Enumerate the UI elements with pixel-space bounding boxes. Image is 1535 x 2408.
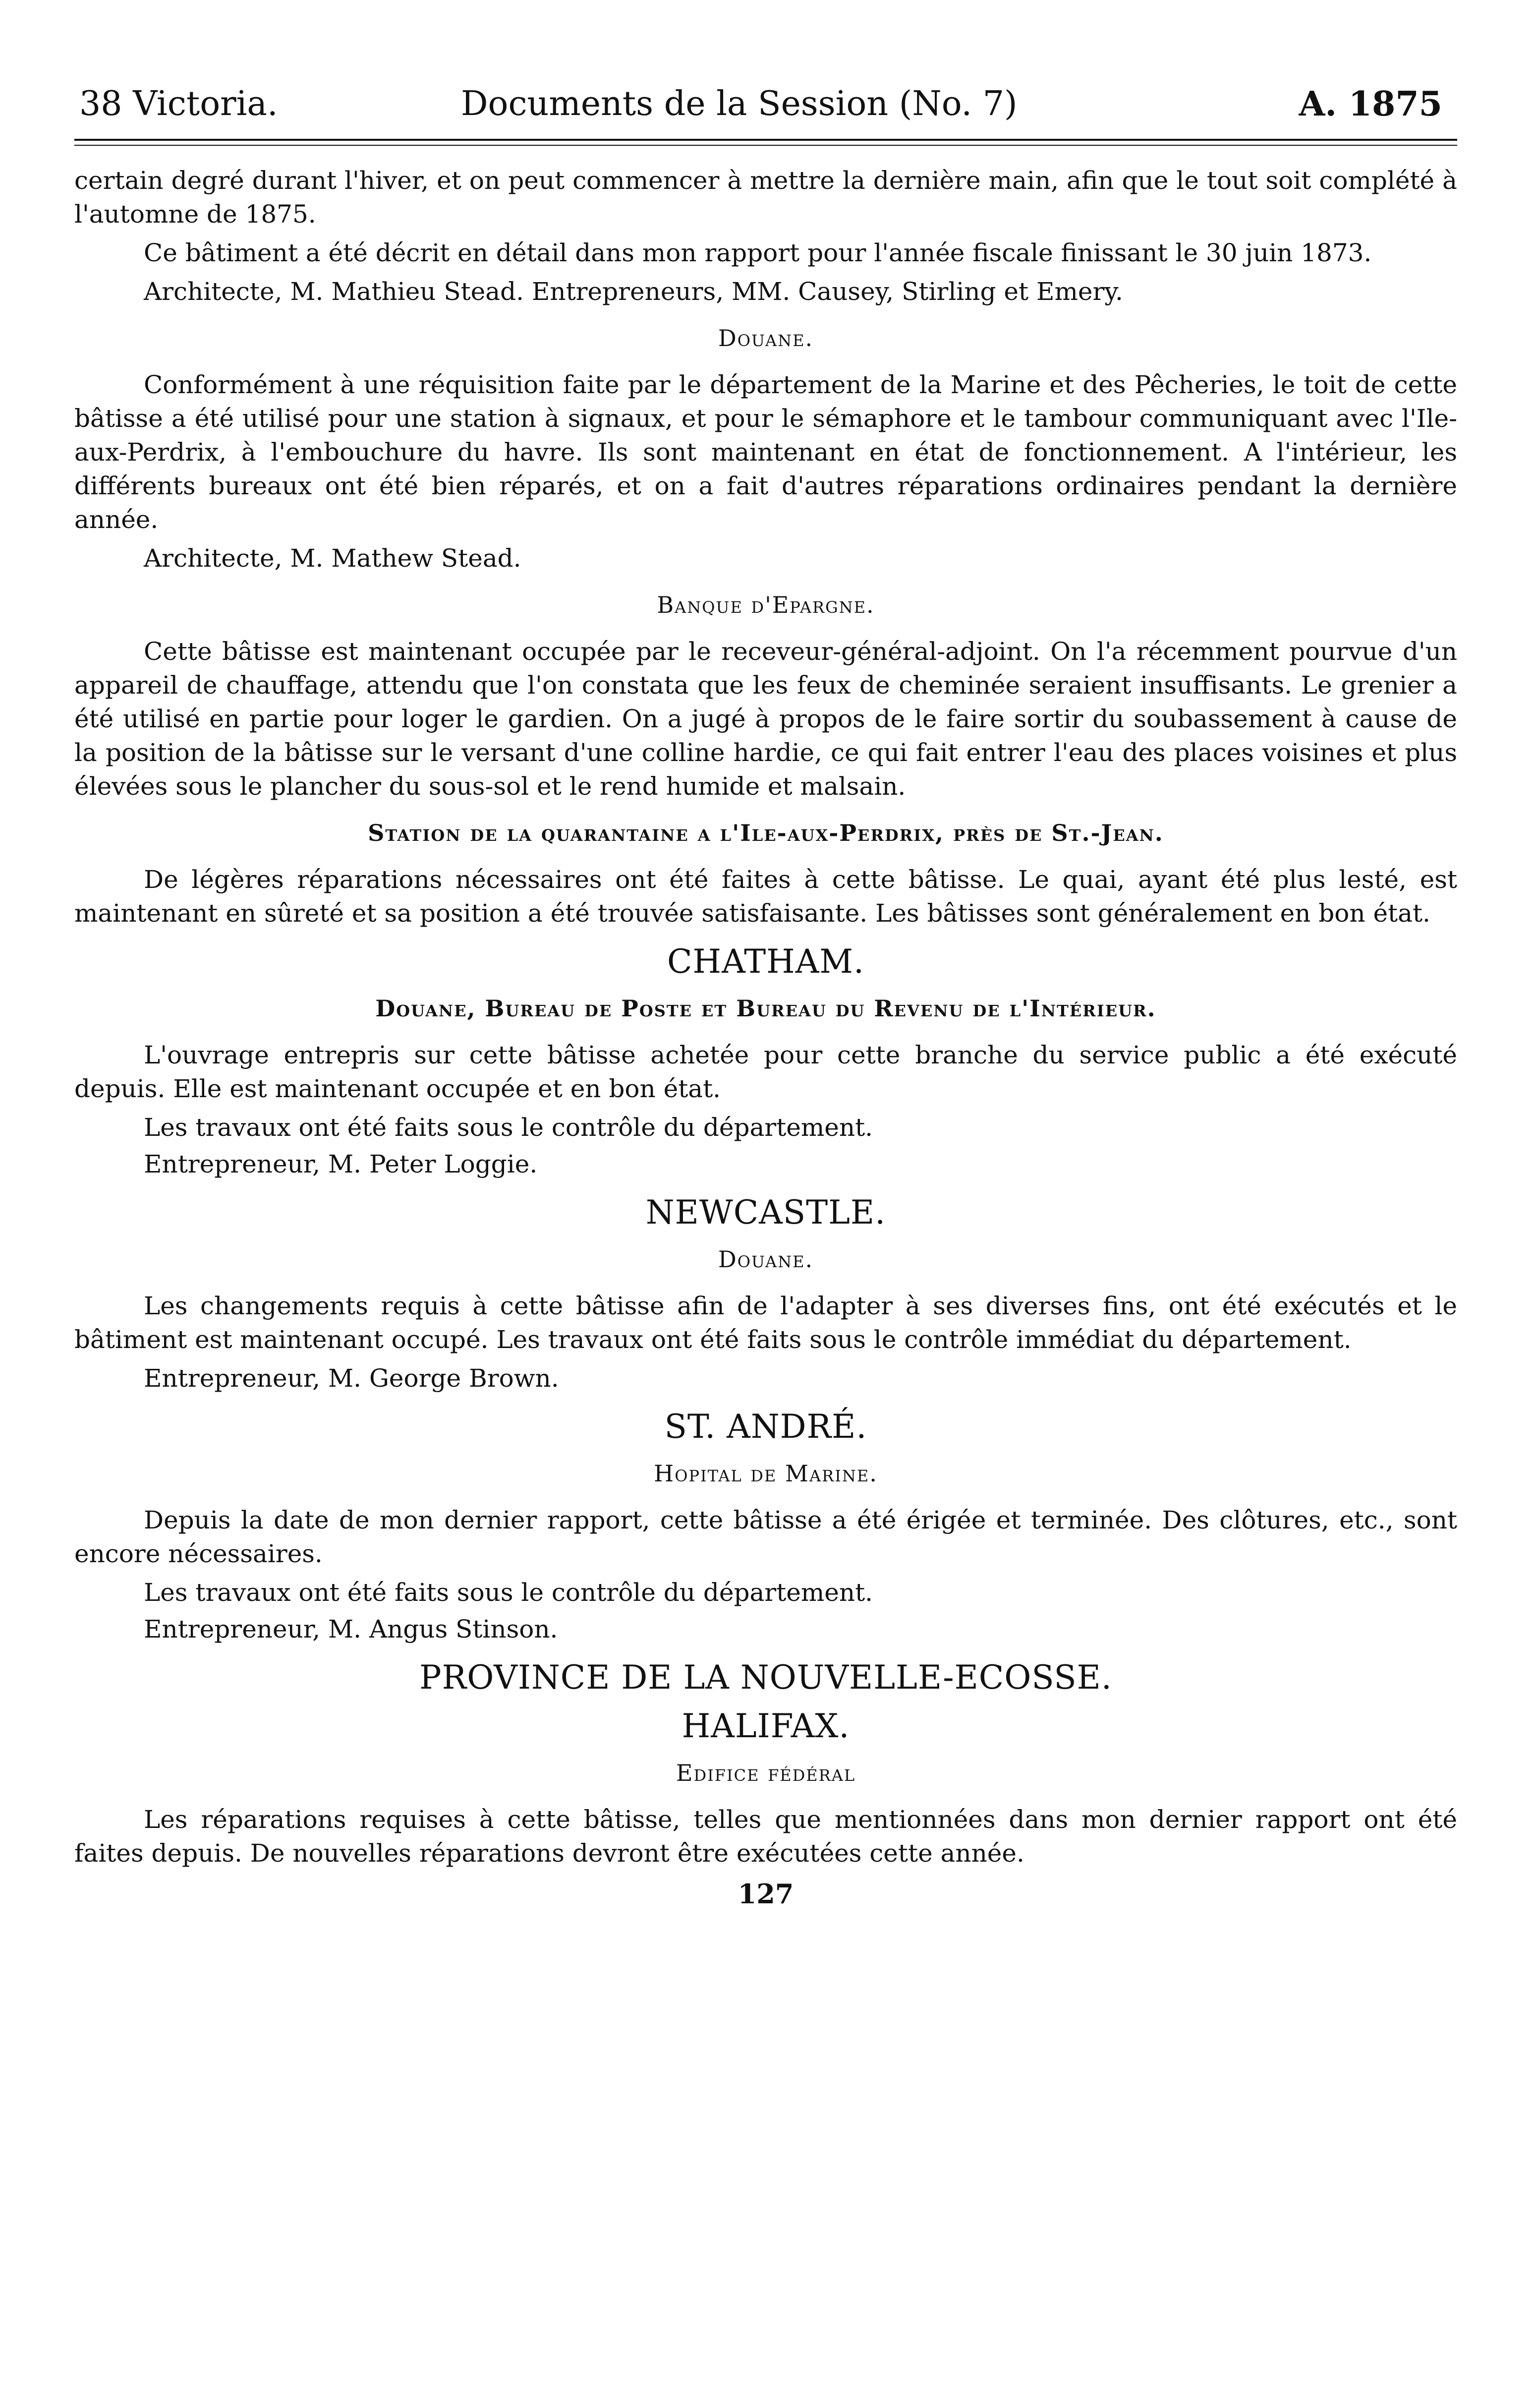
place-heading-newcastle: NEWCASTLE.: [645, 1193, 886, 1232]
paragraph: Les réparations requises à cette bâtisse, telles que mentionnées dans mon dernier rapport ont été faites depuis. De nouvelles réparations devront être exécutées cette année.: [74, 1805, 1457, 1868]
paragraph: certain degré durant l'hiver, et on peut commencer à mettre la dernière main, afin que le tout soit complété à l'automne de 1875.: [74, 166, 1457, 229]
document-page: [74, 74, 1457, 2355]
province-heading: PROVINCE DE LA NOUVELLE-ECOSSE.: [419, 1658, 1112, 1697]
attribution-line: Les travaux ont été faits sous le contrôle du département.: [144, 1578, 873, 1607]
place-heading-halifax: HALIFAX.: [682, 1707, 850, 1745]
header-rule-thin: [74, 145, 1457, 146]
header-center: Documents de la Session (No. 7): [461, 84, 1018, 123]
paragraph: L'ouvrage entrepris sur cette bâtisse achetée pour cette branche du service public a été exécuté depuis. Elle est maintenant occupée et en bon état.: [74, 1041, 1457, 1103]
running-header: [74, 74, 1457, 134]
paragraph: Conformément à une réquisition faite par le département de la Marine et des Pêcheries, le toit de cette bâtisse a été utilisé pour une station à signaux, et pour le sémaphore et le tambour communiquant avec l'Ile-aux-Perdrix, à l'embouchure du havre. Ils sont maintenant en état de fonctionnement. A l'intérieur, les différents bureaux ont été bien réparés, et on a fait d'autres réparations ordinaires pendant la dernière année.: [74, 370, 1457, 534]
paragraph: Ce bâtiment a été décrit en détail dans mon rapport pour l'année fiscale finissant le 30 juin 1873.: [144, 238, 1372, 267]
section-heading-edifice: Edifice fédéral: [676, 1760, 856, 1786]
attribution-line: Architecte, M. Mathieu Stead. Entrepreneurs, MM. Causey, Stirling et Emery.: [144, 277, 1123, 306]
paragraph: De légères réparations nécessaires ont été faites à cette bâtisse. Le quai, ayant été plus lesté, est maintenant en sûreté et sa position a été trouvée satisfaisante. Les bâtisses sont généralement en bon état.: [74, 865, 1457, 928]
attribution-line: Entrepreneur, M. George Brown.: [144, 1364, 559, 1393]
attribution-line: Les travaux ont été faits sous le contrôle du département.: [144, 1113, 873, 1142]
attribution-line: Architecte, M. Mathew Stead.: [144, 544, 521, 573]
page-number: 127: [738, 1878, 794, 1910]
section-heading-station: Station de la quarantaine a l'Ile-aux-Perdrix, près de St.-Jean.: [368, 820, 1164, 846]
place-heading-st-andre: ST. ANDRÉ.: [664, 1408, 867, 1446]
attribution-line: Entrepreneur, M. Peter Loggie.: [144, 1150, 538, 1178]
paragraph: Depuis la date de mon dernier rapport, cette bâtisse a été érigée et terminée. Des clôtures, etc., sont encore nécessaires.: [74, 1506, 1457, 1568]
section-heading-newcastle-sub: Douane.: [718, 1246, 814, 1273]
section-heading-douane: Douane.: [718, 325, 814, 352]
place-heading-chatham: CHATHAM.: [667, 942, 864, 981]
paragraph: Les changements requis à cette bâtisse afin de l'adapter à ses diverses fins, ont été exécutés et le bâtiment est maintenant occupé. Les travaux ont été faits sous le contrôle immédiat du département.: [74, 1292, 1457, 1354]
header-left: 38 Victoria.: [79, 84, 278, 123]
attribution-line: Entrepreneur, M. Angus Stinson.: [144, 1615, 558, 1644]
header-rule-thick: [74, 139, 1457, 141]
section-heading-st-andre-sub: Hopital de Marine.: [654, 1460, 878, 1487]
section-heading-banque: Banque d'Epargne.: [657, 591, 875, 618]
paragraph: Cette bâtisse est maintenant occupée par le receveur-général-adjoint. On l'a récemment pourvue d'un appareil de chauffage, attendu que l'on constata que les feux de cheminée seraient insuffisants. Le grenier a été utilisé en partie pour loger le gardien. On a jugé à propos de le faire sortir du soubassement à cause de la position de la bâtisse sur le versant d'une colline hardie, ce qui fait entrer l'eau des places voisines et plus élevées sous le plancher du sous-sol et le rend humide et malsain.: [74, 637, 1457, 801]
header-right: A. 1875: [1299, 84, 1442, 124]
section-heading-chatham-sub: Douane, Bureau de Poste et Bureau du Revenu de l'Intérieur.: [375, 995, 1156, 1022]
body-text: [74, 164, 1457, 1911]
